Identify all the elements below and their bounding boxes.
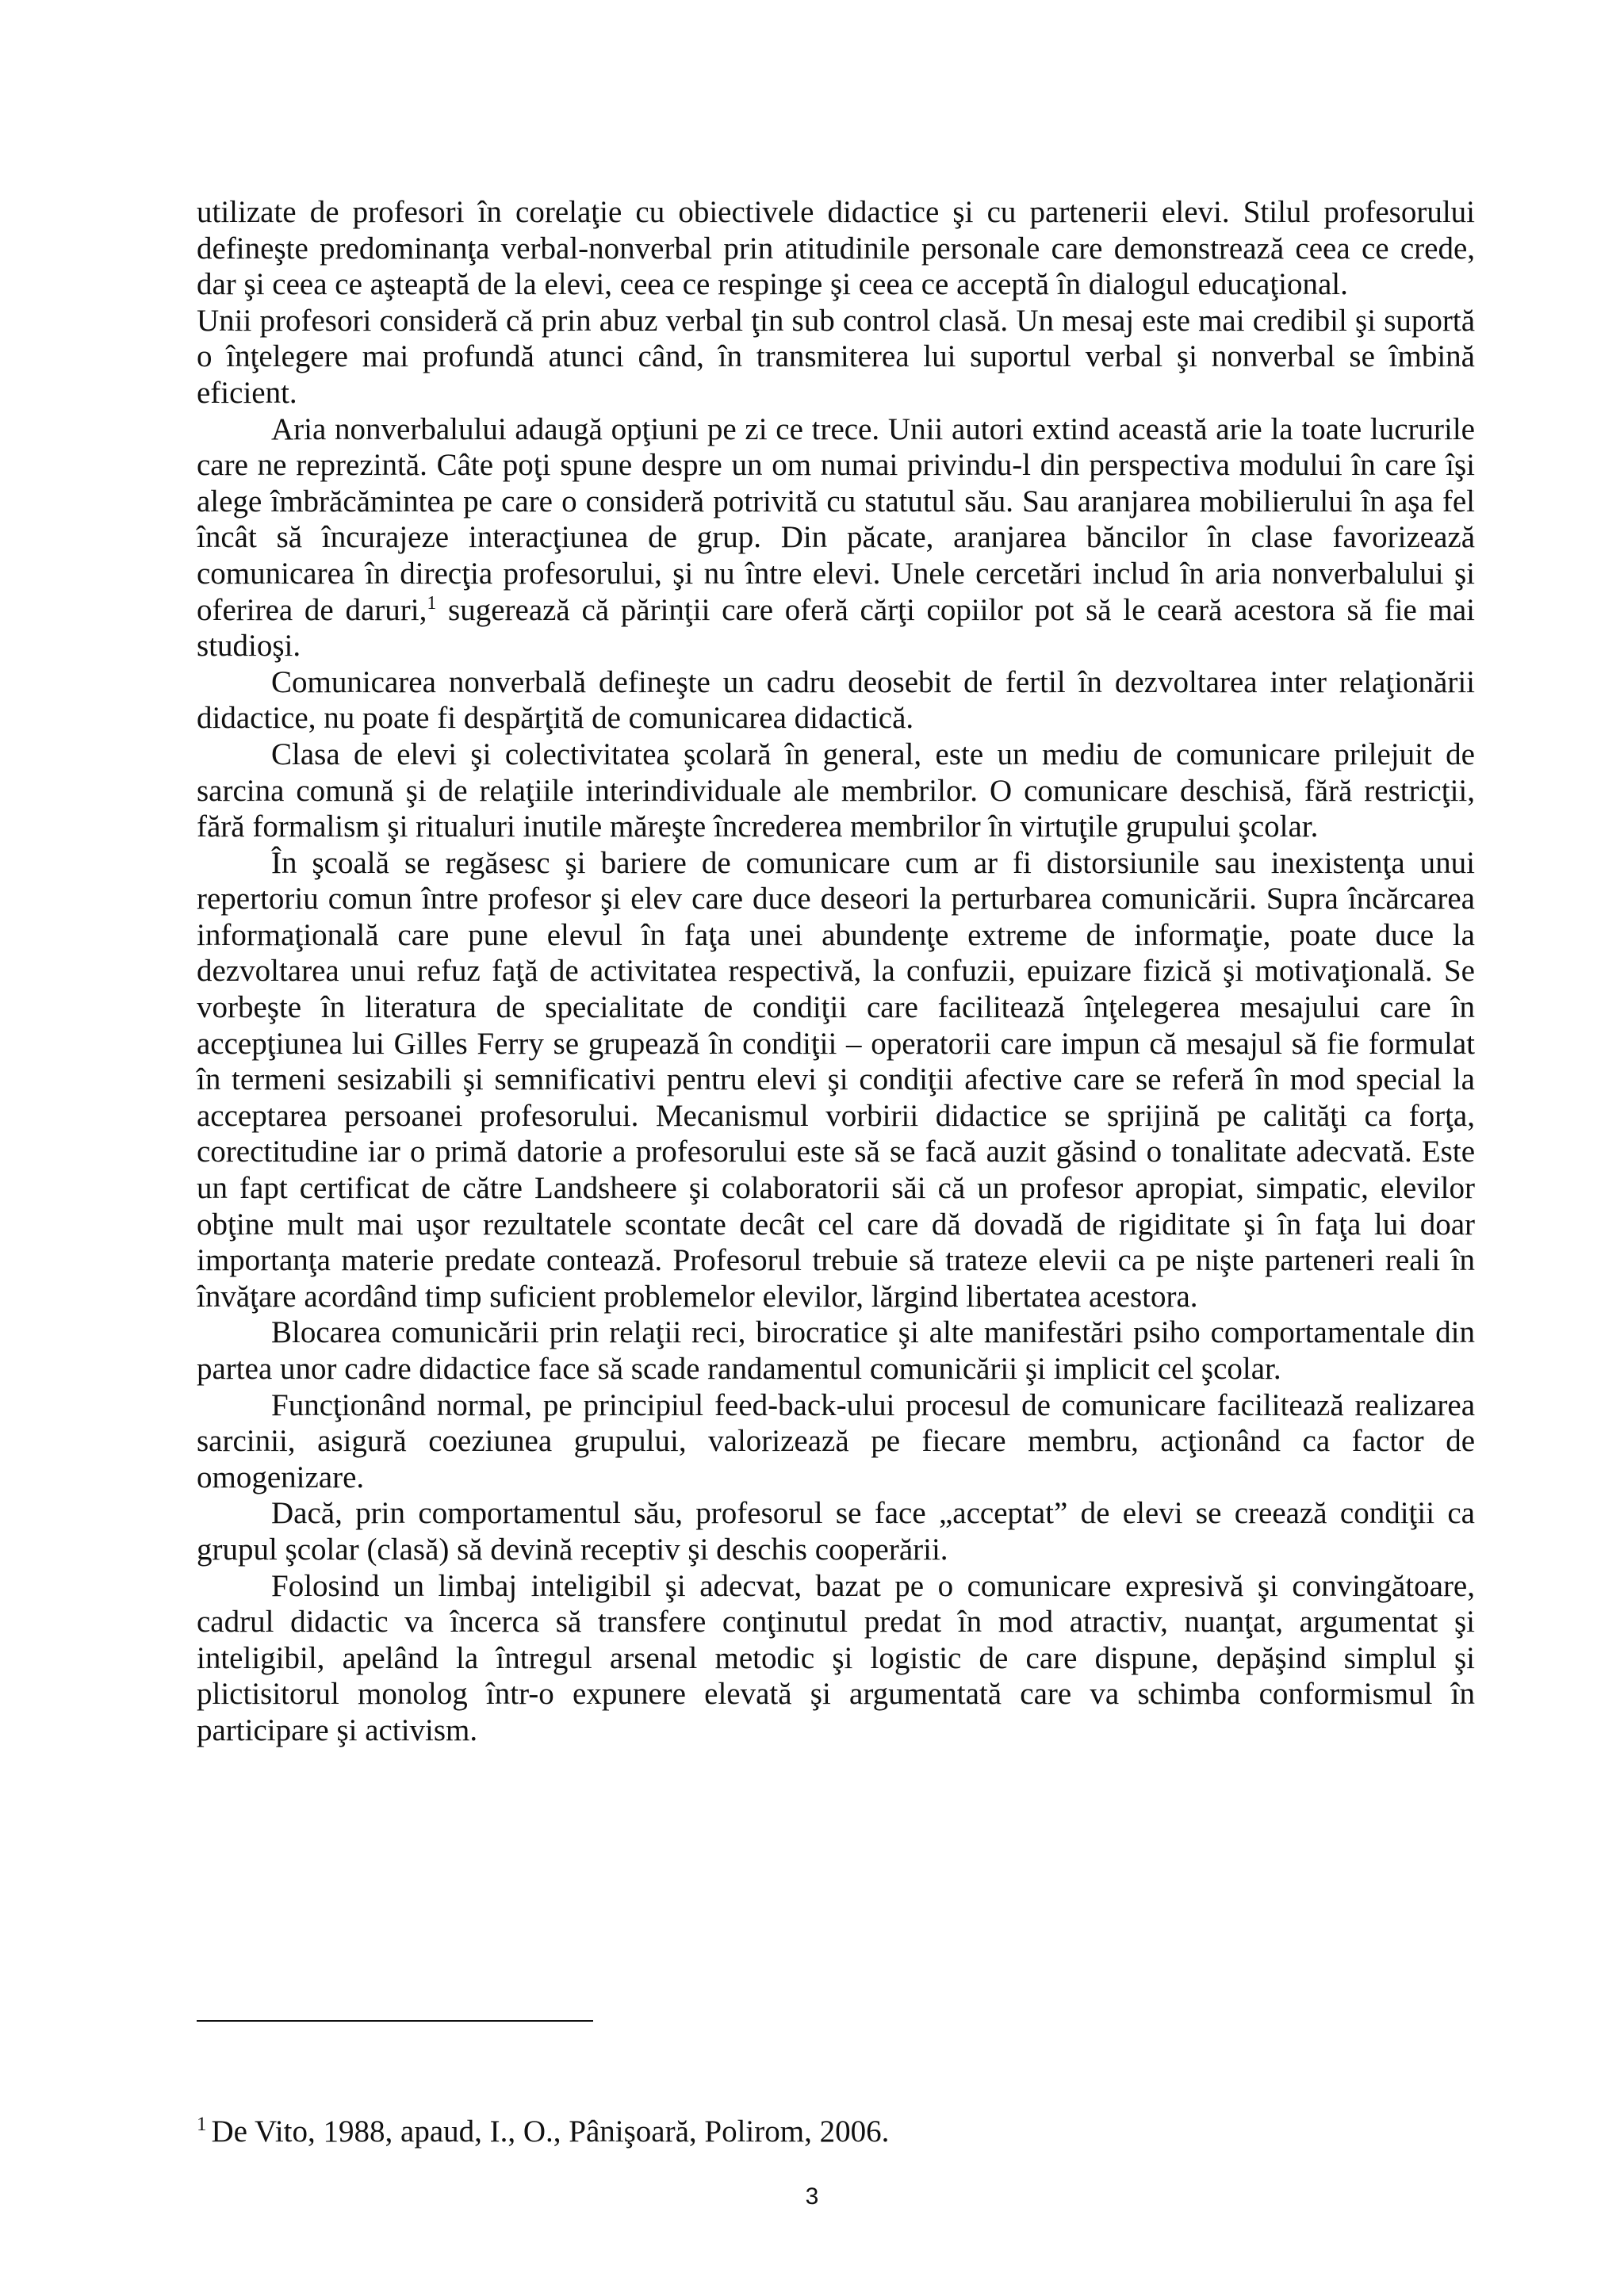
footnote-separator [197, 2020, 593, 2022]
paragraph [197, 411, 1475, 664]
paragraph-text-continued: sugerează că părinţii care oferă cărţi copiilor pot să le ceară acestora să fie mai studioşi. [197, 592, 1475, 664]
paragraph: Funcţionând normal, pe principiul feed-back-ului procesul de comunicare facilitează realizarea sarcinii, asigură coeziunea grupului, valorizează pe fiecare membru, acţionând ca factor de omogenizare. [197, 1387, 1475, 1494]
paragraph: Dacă, prin comportamentul său, profesorul se face „acceptat” de elevi se creează condiţii ca grupul şcolar (clasă) să devină receptiv şi deschis cooperării. [197, 1496, 1475, 1567]
paragraph: Comunicarea nonverbală defineşte un cadru deosebit de fertil în dezvoltarea inter relaţionării didactice, nu poate fi despărţită de comunicarea didactică. [197, 664, 1475, 736]
paragraph: Unii profesori consideră că prin abuz verbal ţin sub control clasă. Un mesaj este mai credibil şi suportă o înţelegere mai profundă atunci când, în transmiterea lui suportul verbal şi nonverbal se îmbină eficient. [197, 303, 1475, 410]
page-number: 3 [805, 2183, 819, 2210]
paragraph: Blocarea comunicării prin relaţii reci, birocratice şi alte manifestări psiho comportamentale din partea unor cadre didactice face să scade randamentul comunicării şi implicit cel şcolar. [197, 1315, 1475, 1386]
body-text [197, 194, 1475, 1749]
footnote [197, 2114, 889, 2150]
footnote-text: De Vito, 1988, apaud, I., O., Pânişoară, Polirom, 2006. [211, 2114, 890, 2149]
paragraph: Folosind un limbaj inteligibil şi adecvat, bazat pe o comunicare expresivă şi convingătoare, cadrul didactic va încerca să transfere conţinutul predat în mod atractiv, nuanţat, argumentat şi inteligibil, apelând la întregul arsenal metodic şi logistic de care dispune, depăşind simplul şi plictisitorul monolog într-o expunere elevată şi argumentată care va schimba conformismul în participare şi activism. [197, 1568, 1475, 1747]
paragraph-text: Aria nonverbalului adaugă opţiuni pe zi ce trece. Unii autori extind această arie la toate lucrurile care ne reprezintă. Câte poţi spune despre un om numai privindu-l din perspectiva modului în care îşi alege îmbrăcămintea pe care o consideră potrivită cu statutul său. Sau aranjarea mobilierului în aşa fel încât să încurajeze interacţiunea de grup. Din păcate, aranjarea băncilor în clase favorizează comunicarea în direcţia profesorului, şi nu între elevi. Unele cercetări includ în aria nonverbalului şi oferirea de daruri, [197, 411, 1475, 627]
paragraph: În şcoală se regăsesc şi bariere de comunicare cum ar fi distorsiunile sau inexistenţa unui repertoriu comun între profesor şi elev care duce deseori la perturbarea comunicării. Supra încărcarea informaţională care pune elevul în faţa unei abundenţe extreme de informaţie, poate duce la dezvoltarea unui refuz faţă de activitatea respectivă, la confuzii, epuizare fizică şi motivaţională. Se vorbeşte în literatura de specialitate de condiţii care facilitează înţelegerea mesajului care în accepţiunea lui Gilles Ferry se grupează în condiţii – operatorii care impun că mesajul să fie formulat în termeni sesizabili şi semnificativi pentru elevi şi condiţii afective care se referă în mod special la acceptarea persoanei profesorului. Mecanismul vorbirii didactice se sprijină pe calităţi ca forţa, corectitudine iar o primă datorie a profesorului este să se facă auzit găsind o tonalitate adecvată. Este un fapt certificat de către Landsheere şi colaboratorii săi că un profesor apropiat, simpatic, elevilor obţine mult mai uşor rezultatele scontate decât cel care dă dovadă de rigiditate şi în faţa lui doar importanţa materie predate contează. Profesorul trebuie să trateze elevii ca pe nişte parteneri reali în învăţare acordând timp suficient problemelor elevilor, lărgind libertatea acestora. [197, 845, 1475, 1314]
footnote-reference[interactable]: 1 [427, 592, 437, 614]
paragraph: utilizate de profesori în corelaţie cu obiectivele didactice şi cu partenerii elevi. Stilul profesorului defineşte predominanţa verbal-nonverbal prin atitudinile personale care demonstrează ceea ce crede, dar şi ceea ce aşteaptă de la elevi, ceea ce respinge şi ceea ce acceptă în dialogul educaţional. [197, 195, 1475, 302]
footnote-marker: 1 [197, 2114, 207, 2135]
paragraph: Clasa de elevi şi colectivitatea şcolară în general, este un mediu de comunicare prilejuit de sarcina comună şi de relaţiile interindividuale ale membrilor. O comunicare deschisă, fără restricţii, fără formalism şi ritualuri inutile măreşte încrederea membrilor în virtuţile grupului şcolar. [197, 737, 1475, 844]
